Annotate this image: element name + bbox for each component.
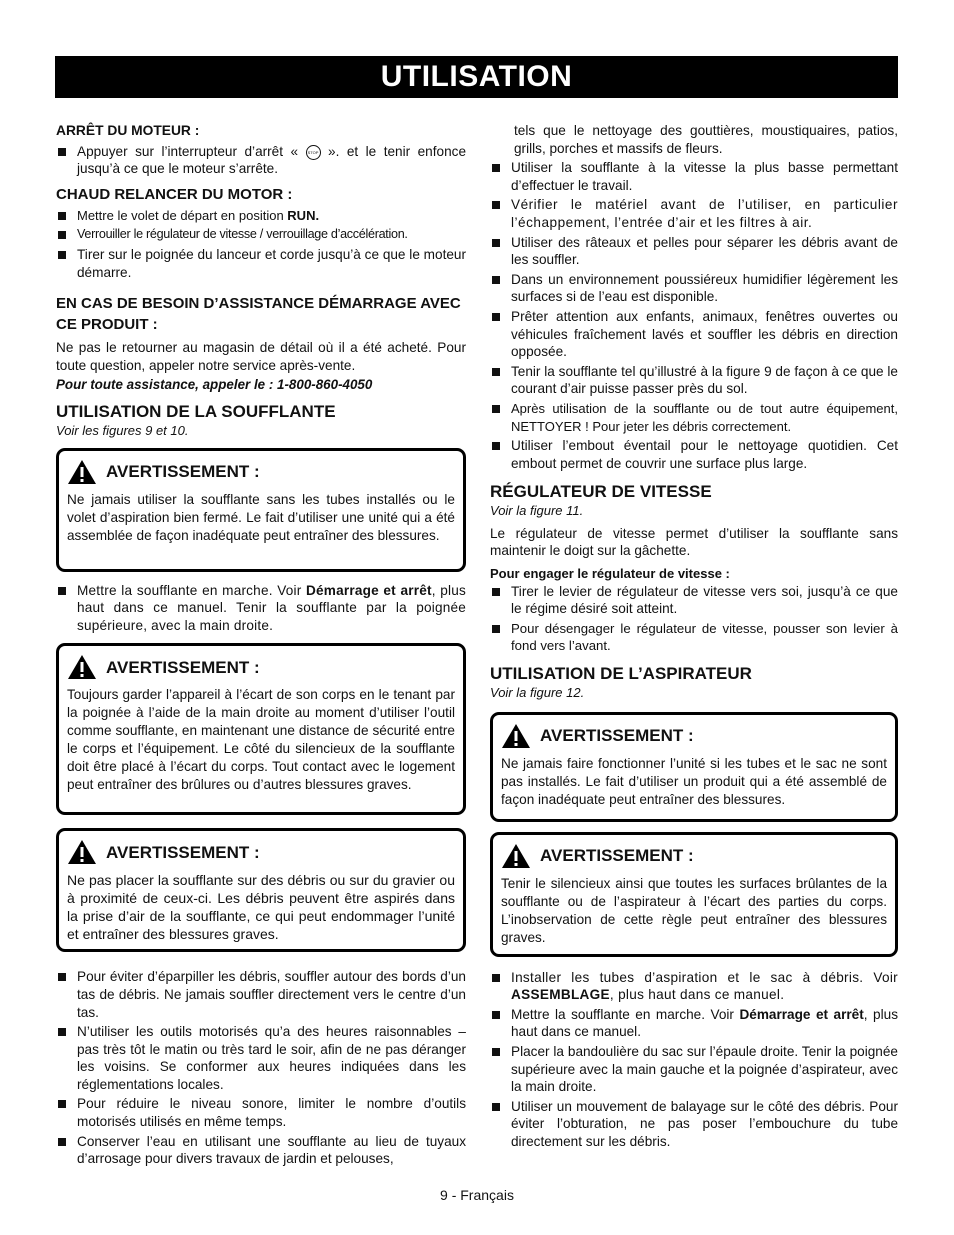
warning-box [56, 828, 466, 952]
list-item: Utiliser des râteaux et pelles pour séparer les débris avant de les souffler. [490, 234, 898, 269]
bullet-icon [492, 1011, 500, 1019]
warning-box [490, 832, 898, 957]
bullet-icon [58, 148, 66, 156]
bullet-icon [492, 974, 500, 982]
list-item: Tirer sur le poignée du lanceur et corde jusqu’à ce que le moteur démarre. [56, 246, 466, 281]
bullet-icon [58, 973, 66, 981]
list-item: Installer les tubes d’aspiration et le sac à débris. Voir ASSEMBLAGE, plus haut dans ce manuel. [490, 969, 898, 1004]
aspirateur-ref: Voir la figure 12. [490, 685, 585, 701]
warning-title: AVERTISSEMENT : [106, 657, 260, 677]
bullet-icon [58, 587, 66, 595]
page-footer: 9 - Français [440, 1187, 514, 1203]
bullet-icon [58, 231, 66, 239]
list-item: Mettre la soufflante en marche. Voir Démarrage et arrêt, plus haut dans ce manuel. Tenir la soufflante par la poignée supérieure, avec la main droite. [56, 582, 466, 635]
stop-switch-icon: STOP [306, 145, 321, 160]
arret-title: ARRÊT DU MOTEUR : [56, 123, 200, 138]
warning-triangle-icon [501, 723, 531, 749]
warning-text: Tenir le silencieux ainsi que toutes les surfaces brûlantes de la soufflante ou de l’aspirateur à l’écart des parties du corps. L’inobservation de cette règle peut entraîner des blessures graves. [501, 875, 887, 945]
warning-triangle-icon [67, 654, 97, 680]
chaud-title: CHAUD RELANCER DU MOTOR : [56, 185, 293, 203]
soufflante-ref: Voir les figures 9 et 10. [56, 422, 189, 438]
list-item: Mettre le volet de départ en position RUN. [56, 207, 466, 225]
list-item: Verrouiller le régulateur de vitesse / verrouillage d’accélération. [56, 226, 466, 244]
left-column [56, 122, 466, 1170]
list-item: Utiliser la soufflante à la vitesse la plus basse permettant d’effectuer le travail. [490, 159, 898, 194]
list-item: N’utiliser les outils motorisés qu’a des heures raisonnables – pas très tôt le matin ou très tard le soir, afin de ne pas déranger les voisins. Se conformer aux heures indiquées dans les réglementations locales. [56, 1023, 466, 1093]
list-item: Vérifier le matériel avant de l’utiliser, en particulier l’échappement, l’entrée d’air et les filtres à air. [490, 196, 898, 231]
list-item: Utiliser l’embout éventail pour le nettoyage quotidien. Cet embout permet de couvrir une surface plus large. [490, 437, 898, 472]
warning-text: Ne pas placer la soufflante sur des débris ou sur du gravier ou à proximité de ceux-ci. Les débris peuvent être aspirés dans la prise d’air de la soufflante, ce qui peut endommager l’unité et entraîner des blessures graves. [67, 872, 455, 943]
list-item: Dans un environnement poussiéreux humidifier légèrement les surfaces si de l’eau est disponible. [490, 271, 898, 306]
bullet-icon [58, 212, 66, 220]
warning-text: Ne jamais faire fonctionner l’unité si les tubes et le sac ne sont pas installés. Le fait d’utiliser un produit qui a été assemblé de façon inadéquate peut entraîner des blessures. [501, 755, 887, 807]
regulateur-subtitle: Pour engager le régulateur de vitesse : [490, 566, 730, 582]
bullet-icon [492, 1048, 500, 1056]
list-item: Appuyer sur l’interrupteur d’arrêt « STOP ». et le tenir enfonce jusqu’à ce que le moteur s’arrête. [56, 143, 466, 178]
bullet-icon [492, 239, 500, 247]
bullet-icon [492, 164, 500, 172]
regulateur-text: Le régulateur de vitesse permet d’utiliser la soufflante sans maintenir le doigt sur la gâchette. [490, 525, 898, 559]
right-column [490, 122, 898, 1153]
warning-title: AVERTISSEMENT : [106, 461, 260, 481]
warning-triangle-icon [67, 459, 97, 485]
warning-text: Toujours garder l’appareil à l’écart de son corps en le tenant par la poignée à l’aide de la main droite au moment d’utiliser l’outil comme soufflante, en maintenant une distance de sécurité entre le corps et l’équipement. Le côté du silencieux de la soufflante doit être placé à l’écart du corps. Tout contact avec le logement peut entraîner des brûlures ou d’autres blessures graves. [67, 687, 455, 793]
bullet-icon [492, 442, 500, 450]
bullet-icon [492, 1103, 500, 1111]
regulateur-ref: Voir la figure 11. [490, 503, 584, 519]
list-item: Conserver l’eau en utilisant une soufflante au lieu de tuyaux d’arrosage pour divers travaux de jardin et pelouses, [56, 1133, 466, 1168]
warning-title: AVERTISSEMENT : [540, 845, 694, 865]
bullet-icon [58, 1028, 66, 1036]
bullet-icon [58, 251, 66, 259]
warning-box [56, 643, 466, 815]
bullet-icon [492, 276, 500, 284]
list-item: Prêter attention aux enfants, animaux, fenêtres ouvertes ou véhicules fraîchement lavés et souffler les débris en direction opposée. [490, 308, 898, 361]
warning-box [56, 448, 466, 572]
soufflante-title: UTILISATION DE LA SOUFFLANTE [56, 401, 336, 421]
warning-triangle-icon [501, 843, 531, 869]
assist-phone: Pour toute assistance, appeler le : 1-800-860-4050 [56, 377, 373, 393]
bullet-icon [492, 313, 500, 321]
list-item: Pour désengager le régulateur de vitesse, pousser son levier à fond vers l’avant. [490, 620, 898, 655]
aspirateur-title: UTILISATION DE L’ASPIRATEUR [490, 664, 752, 684]
list-item: Pour éviter d’éparpiller les débris, souffler autour des bords d’un tas de débris. Ne jamais souffler directement vers le centre d’un tas. [56, 968, 466, 1021]
list-item: Mettre la soufflante en marche. Voir Démarrage et arrêt, plus haut dans ce manuel. [490, 1006, 898, 1041]
list-item: Tirer le levier de régulateur de vitesse vers soi, jusqu’à ce que le régime désiré soit atteint. [490, 583, 898, 618]
assist-text: Ne pas le retourner au magasin de détail où il a été acheté. Pour toute question, appeler notre service après-vente. [56, 340, 466, 373]
list-item: Tenir la soufflante tel qu’illustré à la figure 9 de façon à ce que le courant d’air puisse passer près du sol. [490, 363, 898, 398]
regulateur-title: RÉGULATEUR DE VITESSE [490, 482, 712, 502]
warning-box [490, 712, 898, 822]
bullet-icon [492, 201, 500, 209]
bullet-icon [58, 1100, 66, 1108]
warning-text: Ne jamais utiliser la soufflante sans les tubes installés ou le volet d’aspiration bien fermé. Le fait d’utiliser une unité qui a été assemblée de façon inadéquate peut entraîner des blessures. [67, 491, 455, 543]
bullet-icon [58, 1138, 66, 1146]
continued-text: tels que le nettoyage des gouttières, moustiquaires, patios, grills, porches et massifs de fleurs. [514, 123, 898, 156]
bullet-icon [492, 625, 500, 633]
list-item: Après utilisation de la soufflante ou de tout autre équipement, NETTOYER ! Pour jeter les débris correctement. [490, 400, 898, 435]
warning-title: AVERTISSEMENT : [540, 725, 694, 745]
bullet-icon [492, 588, 500, 596]
warning-title: AVERTISSEMENT : [106, 842, 260, 862]
warning-triangle-icon [67, 839, 97, 865]
bullet-icon [492, 368, 500, 376]
assist-title: EN CAS DE BESOIN D’ASSISTANCE DÉMARRAGE AVEC CE PRODUIT : [56, 295, 461, 334]
list-item: Pour réduire le niveau sonore, limiter le nombre d’outils motorisés utilisés en même temps. [56, 1095, 466, 1130]
section-banner: UTILISATION [55, 56, 898, 98]
list-item: Placer la bandoulière du sac sur l’épaule droite. Tenir la poignée supérieure avec la main gauche et la poignée d’aspirateur, avec la main droite. [490, 1043, 898, 1096]
bullet-icon [492, 405, 500, 413]
list-item: Utiliser un mouvement de balayage sur le côté des débris. Pour éviter l’obturation, ne pas poser l’embouchure du tube directement sur les débris. [490, 1098, 898, 1151]
